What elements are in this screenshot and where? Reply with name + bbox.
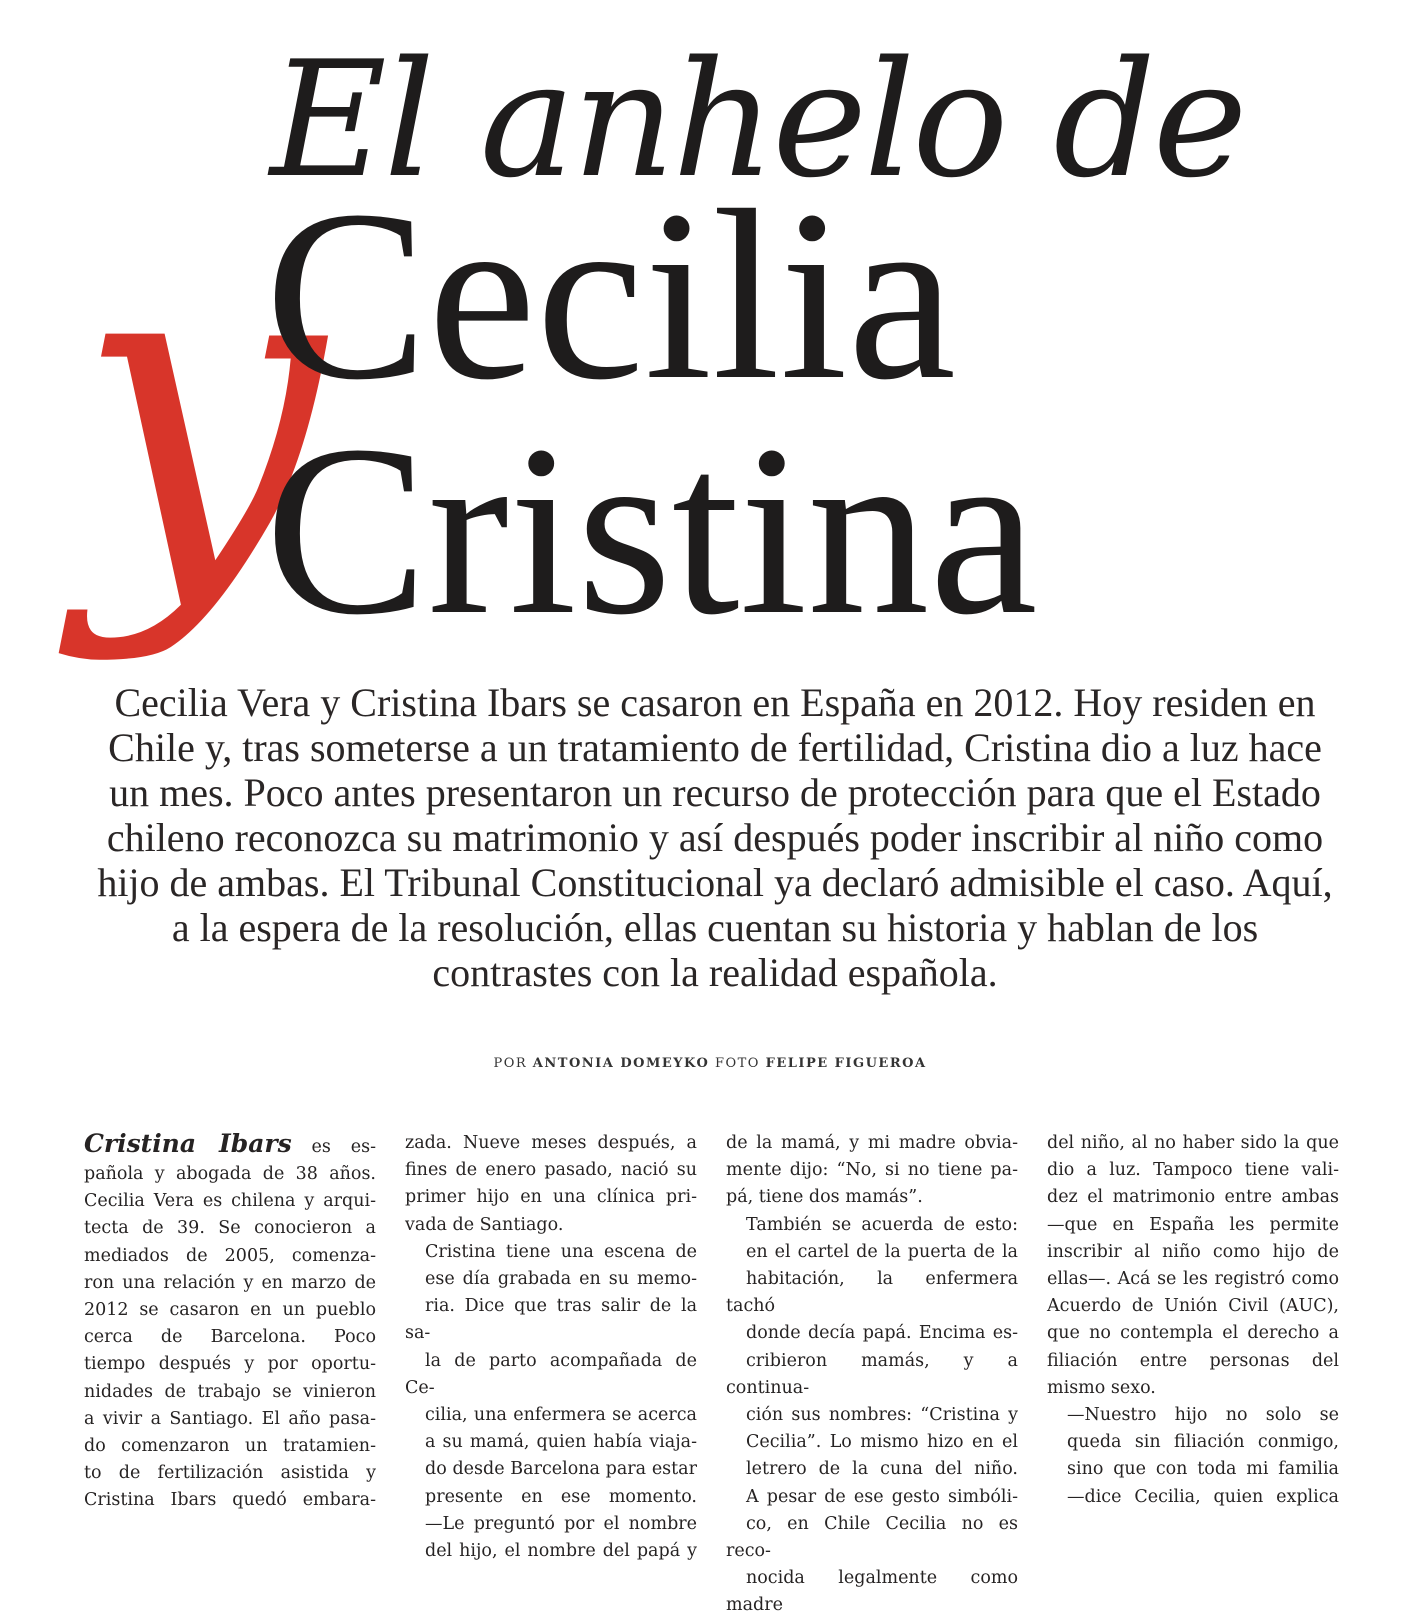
text-line: A pesar de ese gesto simbóli- <box>746 1486 1018 1507</box>
text-line: del hijo, el nombre del papá y <box>425 1541 697 1562</box>
text-line: —Le preguntó por el nombre <box>425 1513 697 1534</box>
text-line: do desde Barcelona para estar <box>425 1459 697 1480</box>
text-line: pañola y abogada de 38 años. <box>84 1164 376 1184</box>
text-line: habitación, la enfermera tachó <box>726 1269 1018 1317</box>
text-line: —dice Cecilia, quien explica <box>1067 1486 1339 1507</box>
text-line: de la mamá, y mi madre obvia- <box>726 1133 1018 1153</box>
text-line: do comenzaron un tratamien- <box>84 1436 376 1457</box>
paragraph <box>726 1212 1018 1484</box>
text-line: —Nuestro hijo no solo se <box>1067 1405 1339 1426</box>
text-line: dez el matrimonio entre ambas <box>1047 1187 1339 1208</box>
body-column-2 <box>405 1130 697 1565</box>
text-line: nidades de trabajo se vinieron <box>84 1381 376 1402</box>
body-column-4 <box>1047 1130 1339 1511</box>
text-line: fines de enero pasado, nació su <box>405 1160 697 1181</box>
byline-by-label: POR <box>493 1056 528 1071</box>
text-line: en el cartel de la puerta de la <box>746 1241 1018 1262</box>
text-line: nocida legalmente como madre <box>726 1568 1018 1616</box>
text-line: filiación entre personas del <box>1047 1350 1339 1371</box>
paragraph <box>405 1511 697 1565</box>
paragraph <box>1047 1402 1339 1511</box>
text-line: ron una relación y en marzo de <box>84 1272 376 1293</box>
text-line: mente dijo: “No, si no tiene pa- <box>726 1160 1018 1181</box>
text-line: ción sus nombres: “Cristina y <box>746 1405 1018 1426</box>
text-line: co, en Chile Cecilia no es reco- <box>726 1513 1018 1562</box>
text-line: primer hijo en una clínica pri- <box>405 1187 697 1208</box>
text-line: cribieron mamás, y a continua- <box>726 1350 1018 1398</box>
text-line: sino que con toda mi familia <box>1067 1459 1339 1480</box>
text-line: Cristina Ibars es es- <box>84 1129 376 1158</box>
paragraph <box>1047 1130 1339 1402</box>
text-line: ellas—. Acá se les registró como <box>1047 1269 1339 1290</box>
headline-line-1: El anhelo de <box>270 26 1245 213</box>
text-line: donde decía papá. Encima es- <box>746 1323 1018 1344</box>
text-line: 2012 se casaron en un pueblo <box>84 1300 376 1321</box>
text-line: También se acuerda de esto: <box>746 1214 1018 1235</box>
text-line: a vivir a Santiago. El año pasa- <box>84 1408 376 1429</box>
text-line: mismo sexo. <box>1047 1377 1156 1398</box>
text-line: mediados de 2005, comenza- <box>84 1245 376 1266</box>
text-line: dio a luz. Tampoco tiene vali- <box>1047 1160 1339 1181</box>
text-line: del niño, al no haber sido la que <box>1047 1133 1339 1153</box>
body-column-3 <box>726 1130 1018 1620</box>
text-line: a su mamá, quien había viaja- <box>425 1432 697 1453</box>
text-line: la de parto acompañada de Ce- <box>405 1350 697 1398</box>
text-line: Cecilia Vera es chilena y arqui- <box>84 1191 376 1212</box>
text-line: Cecilia”. Lo mismo hizo en el <box>746 1432 1018 1453</box>
paragraph <box>405 1239 697 1511</box>
text-line: to de fertilización asistida y <box>84 1463 376 1484</box>
text-line: vada de Santiago. <box>405 1214 564 1235</box>
paragraph <box>84 1130 376 1515</box>
text-line: que no contempla el derecho a <box>1047 1323 1339 1344</box>
text-line: cilia, una enfermera se acerca <box>425 1405 697 1426</box>
lead-in-name: Cristina Ibars <box>84 1129 292 1158</box>
headline-name-cecilia: Cecilia <box>265 160 957 430</box>
text-line: ria. Dice que tras salir de la sa- <box>405 1296 697 1344</box>
byline-photographer: FELIPE FIGUEROA <box>765 1056 927 1071</box>
text-line: Cristina Ibars quedó embara- <box>84 1490 376 1511</box>
text-line: cerca de Barcelona. Poco <box>84 1327 376 1348</box>
text-line: inscribir al niño como hijo de <box>1047 1241 1339 1262</box>
text-line: Cristina tiene una escena de <box>425 1241 697 1262</box>
text-line: zada. Nueve meses después, a <box>405 1133 697 1153</box>
paragraph <box>726 1484 1018 1620</box>
text-line: pá, tiene dos mamás”. <box>726 1187 923 1208</box>
text-line: presente en ese momento. <box>425 1486 697 1507</box>
byline-author: ANTONIA DOMEYKO <box>532 1056 710 1071</box>
text-line: Acuerdo de Unión Civil (AUC), <box>1047 1296 1339 1317</box>
body-column-1 <box>84 1130 376 1515</box>
text-line: —que en España les permite <box>1047 1214 1339 1235</box>
text-line: letrero de la cuna del niño. <box>746 1459 1018 1480</box>
article-deck: Cecilia Vera y Cristina Ibars se casaron en España en 2012. Hoy residen en Chile y, tras someterse a un tratamiento de fertilidad, Cristina dio a luz hace un mes. Poco antes presentaron un recurso de protección para que el Estado chileno reconozca su matrimonio y así después poder inscribir al niño como hijo de ambas. El Tribunal Constitucional ya declaró admisible el caso. Aquí, a la espera de la resolución, ellas cuentan su historia y hablan de los contrastes con la realidad española. <box>97 680 1333 995</box>
headline-connector-y: y <box>75 154 324 666</box>
byline-photo-label: FOTO <box>714 1056 760 1071</box>
paragraph <box>405 1130 697 1239</box>
paragraph <box>726 1130 1018 1212</box>
headline-name-cristina: Cristina <box>265 395 1038 665</box>
text-line: queda sin filiación conmigo, <box>1067 1432 1339 1453</box>
byline <box>0 1056 1420 1071</box>
text-line: ese día grabada en su memo- <box>425 1269 697 1290</box>
text-line: tecta de 39. Se conocieron a <box>84 1218 376 1239</box>
text-line: tiempo después y por oportu- <box>84 1354 376 1375</box>
